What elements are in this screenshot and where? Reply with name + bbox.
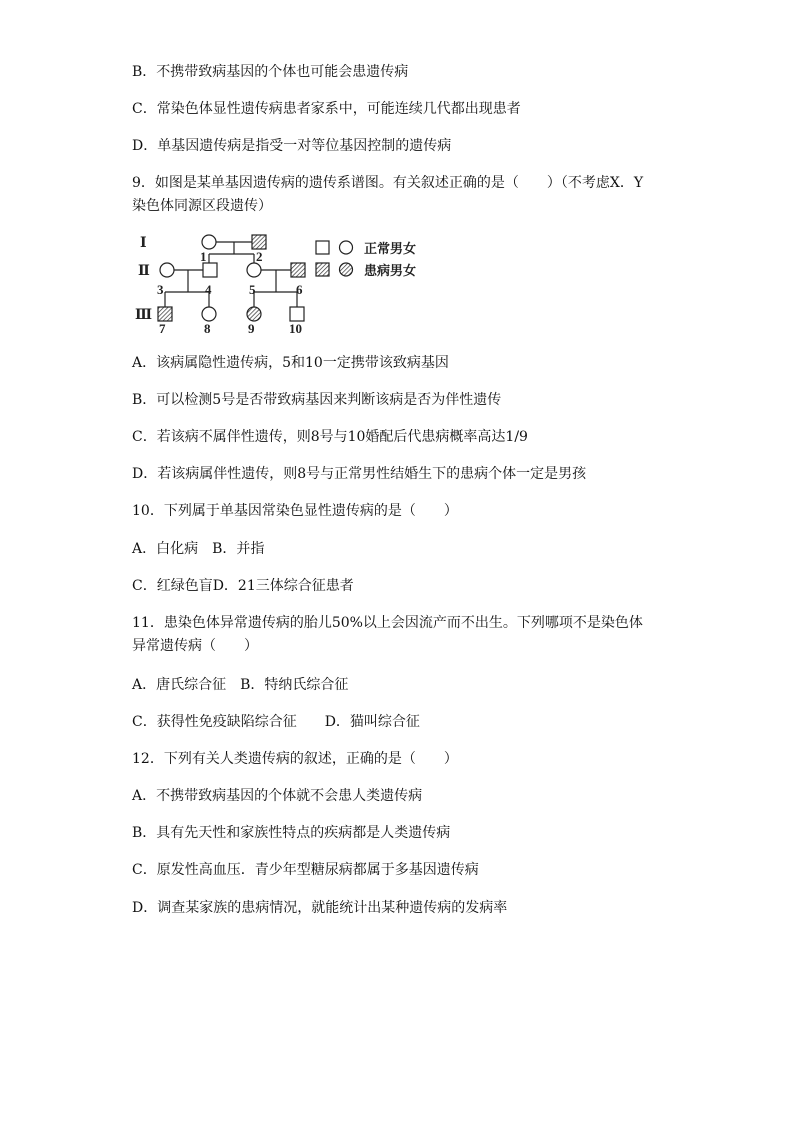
label-5: 5: [249, 282, 256, 297]
q11-stem-line1: 11．患染色体异常遗传病的胎儿50%以上会因流产而不出生。下列哪项不是染色体: [132, 615, 643, 631]
q9-option-b: B．可以检测5号是否带致病基因来判断该病是否为伴性遗传: [132, 392, 502, 408]
label-6: 6: [296, 282, 303, 297]
individual-5-female: [247, 263, 261, 277]
q11-stem-line2: 异常遗传病（ ）: [132, 638, 258, 654]
label-9: 9: [248, 321, 255, 336]
individual-3-female: [160, 263, 174, 277]
individual-1-female: [202, 235, 216, 249]
q8-option-b: B．不携带致病基因的个体也可能会患遗传病: [132, 64, 409, 80]
q8-option-c: C．常染色体显性遗传病患者家系中，可能连续几代都出现患者: [132, 101, 521, 117]
label-2: 2: [256, 249, 263, 264]
label-4: 4: [205, 282, 212, 297]
label-10: 10: [289, 321, 302, 336]
q12-option-c: C．原发性高血压．青少年型糖尿病都属于多基因遗传病: [132, 862, 479, 878]
legend-affected-male-icon: [316, 263, 329, 276]
label-1: 1: [200, 249, 207, 264]
individual-10-male: [290, 307, 304, 321]
q10-options-ab: A．白化病 B．并指: [132, 541, 265, 557]
q9-option-a: A．该病属隐性遗传病，5和10一定携带该致病基因: [132, 355, 449, 371]
legend-normal-label: 正常男女: [364, 241, 417, 256]
legend-affected-label: 患病男女: [364, 263, 417, 278]
q11-options-ab: A．唐氏综合征 B．特纳氏综合征: [132, 677, 349, 693]
pedigree-chart: [128, 228, 438, 344]
legend-normal-male-icon: [316, 241, 329, 254]
label-3: 3: [157, 282, 164, 297]
q9-stem-line2: 染色体同源区段遗传）: [132, 198, 272, 214]
label-7: 7: [159, 321, 166, 336]
q9-option-c: C．若该病不属伴性遗传，则8号与10婚配后代患病概率高达1/9: [132, 429, 528, 445]
q12-option-b: B．具有先天性和家族性特点的疾病都是人类遗传病: [132, 825, 451, 841]
legend-affected-female-icon: [340, 263, 353, 276]
q8-option-d: D．单基因遗传病是指受一对等位基因控制的遗传病: [132, 138, 452, 154]
individual-9-female-affected: [247, 307, 261, 321]
individual-2-male-affected: [252, 235, 266, 249]
pedigree-svg: [128, 228, 438, 340]
q12-option-d: D．调查某家族的患病情况，就能统计出某种遗传病的发病率: [132, 900, 508, 916]
q10-options-cd: C．红绿色盲D．21三体综合征患者: [132, 578, 354, 594]
q9-option-d: D．若该病属伴性遗传，则8号与正常男性结婚生下的患病个体一定是男孩: [132, 466, 587, 482]
q11-options-cd: C．获得性免疫缺陷综合征 D．猫叫综合征: [132, 714, 420, 730]
q9-stem-line1: 9．如图是某单基因遗传病的遗传系谱图。有关叙述正确的是（ ）（不考虑X．Y: [132, 175, 644, 191]
generation-label-i: Ⅰ: [140, 236, 147, 251]
individual-8-female: [202, 307, 216, 321]
label-8: 8: [204, 321, 211, 336]
q10-stem: 10．下列属于单基因常染色显性遗传病的是（ ）: [132, 503, 458, 519]
generation-label-ii: Ⅱ: [138, 264, 150, 279]
individual-6-male-affected: [291, 263, 305, 277]
legend-normal-female-icon: [340, 241, 353, 254]
q12-stem: 12．下列有关人类遗传病的叙述，正确的是（ ）: [132, 751, 458, 767]
individual-7-male-affected: [158, 307, 172, 321]
individual-4-male: [203, 263, 217, 277]
generation-label-iii: Ⅲ: [135, 308, 153, 323]
q12-option-a: A．不携带致病基因的个体就不会患人类遗传病: [132, 788, 423, 804]
